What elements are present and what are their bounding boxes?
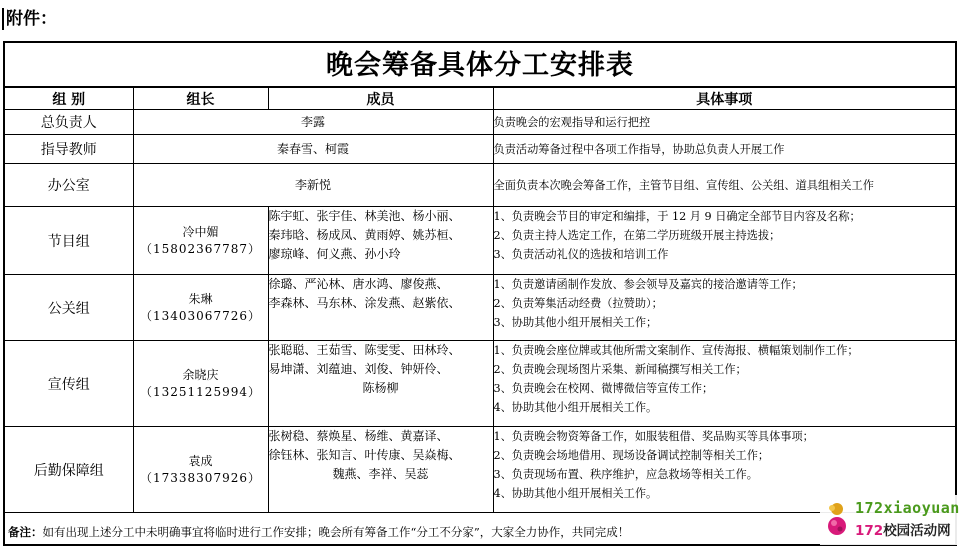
group-cell: 指导教师	[5, 135, 133, 164]
site-watermark	[820, 495, 961, 545]
members-cell	[268, 275, 493, 341]
members-line: 徐璐、严沁林、唐水鸿、廖俊燕、	[268, 277, 449, 291]
duty-line: 4、协助其他小组开展相关工作。	[493, 487, 658, 500]
duty-line: 3、负责晚会在校网、微博微信等宣传工作；	[493, 382, 714, 395]
members-line: 徐钰林、张知言、叶传康、吴焱梅、	[268, 448, 461, 462]
table-row	[5, 275, 955, 341]
table-row	[5, 110, 955, 135]
watermark-number: 172	[855, 523, 884, 539]
duty-line: 1、负责邀请函制作发放、参会领导及嘉宾的接洽邀请等工作；	[493, 278, 803, 291]
duty-line: 负责活动筹备过程中各项工作指导，协助总负责人开展工作	[493, 135, 955, 164]
watermark-site-text: 校园活动网	[883, 523, 951, 539]
schedule-sheet	[3, 41, 957, 546]
leader-cell	[133, 275, 268, 341]
table-row	[5, 164, 955, 207]
members-line: 易坤潇、刘蕴迪、刘俊、钟妍伶、	[268, 362, 449, 376]
watermark-logo-icon	[824, 501, 850, 539]
members-line: 陈宇虹、张宇佳、林美池、杨小丽、	[268, 209, 461, 223]
table-row	[5, 341, 955, 427]
leader-phone: （13403067726）	[140, 308, 261, 323]
footnote	[5, 521, 955, 544]
leader-name: 余晓庆	[182, 367, 219, 382]
members-line: 魏燕、李祥、吴蕊	[332, 467, 429, 481]
members-line: 张树稳、蔡焕星、杨维、黄嘉译、	[268, 429, 449, 443]
duty-line: 3、协助其他小组开展相关工作；	[493, 316, 658, 329]
leader-phone: （17338307926）	[140, 470, 261, 485]
page-title: 晚会筹备具体分工安排表	[5, 43, 955, 88]
table-row	[5, 135, 955, 164]
members-line: 陈杨柳	[362, 381, 399, 395]
members-line: 廖琼峰、何义燕、孙小玲	[268, 247, 401, 261]
leader-name: 袁成	[188, 453, 213, 468]
leader-members-cell: 秦春雪、柯霞	[133, 135, 493, 164]
duty-line: 2、负责主持人选定工作，在第二学历班级开展主持选拔；	[493, 229, 781, 242]
header-members: 成员	[268, 88, 493, 110]
footnote-label: 备注：	[8, 525, 43, 539]
members-cell	[268, 427, 493, 513]
leader-name: 朱琳	[188, 291, 213, 306]
duty-line: 1、负责晚会座位牌或其他所需文案制作、宣传海报、横幅策划制作工作；	[493, 344, 859, 357]
duty-line: 2、负责晚会场地借用、现场设备调试控制等相关工作；	[493, 449, 770, 462]
leader-cell	[133, 427, 268, 513]
group-cell: 公关组	[5, 275, 133, 341]
leader-cell	[133, 341, 268, 427]
group-cell: 节目组	[5, 207, 133, 275]
duty-line: 3、负责活动礼仪的选拔和培训工作	[493, 248, 669, 261]
table-row	[5, 207, 955, 275]
members-cell	[268, 341, 493, 427]
header-group: 组 别	[5, 88, 133, 110]
duties-cell	[493, 207, 955, 275]
footnote-text: 如有出现上述分工中未明确事宜将临时进行工作安排；晚会所有筹备工作“分工不分家”，大家全力协作，共同完成！	[42, 525, 630, 539]
duties-cell	[493, 275, 955, 341]
leader-name: 冷中媚	[182, 224, 219, 239]
assignment-table	[5, 88, 955, 513]
leader-cell	[133, 207, 268, 275]
duty-line: 1、负责晚会物资筹备工作，如服装租借、奖品购买等具体事项；	[493, 430, 814, 443]
leader-phone: （13251125994）	[140, 384, 261, 399]
members-cell	[268, 207, 493, 275]
leader-members-cell: 李露	[133, 110, 493, 135]
table-row	[5, 427, 955, 513]
leader-phone: （15802367787）	[140, 241, 261, 256]
members-line: 李森林、马东林、涂发燕、赵紫依、	[268, 296, 461, 310]
group-cell: 办公室	[5, 164, 133, 207]
group-cell: 总负责人	[5, 110, 133, 135]
duties-cell	[493, 341, 955, 427]
watermark-site-name	[855, 519, 951, 539]
duty-line: 2、负责筹集活动经费（拉赞助）；	[493, 297, 663, 310]
attachment-label: 附件：	[2, 8, 57, 30]
members-line: 张聪聪、王茹雪、陈雯雯、田林玲、	[268, 343, 461, 357]
group-cell: 宣传组	[5, 341, 133, 427]
watermark-domain: 172xiaoyuan	[855, 499, 960, 517]
duty-line: 1、负责晚会节目的审定和编排，于 12 月 9 日确定全部节目内容及名称；	[493, 210, 861, 223]
group-cell: 后勤保障组	[5, 427, 133, 513]
table-header-row	[5, 88, 955, 110]
members-line: 秦玮晗、杨成凤、黄雨婷、姚苏桓、	[268, 228, 461, 242]
header-leader: 组长	[133, 88, 268, 110]
duty-line: 3、负责现场布置、秩序维护，应急救场等相关工作。	[493, 468, 758, 481]
header-duties: 具体事项	[493, 88, 955, 110]
duty-line: 2、负责晚会现场图片采集、新闻稿撰写相关工作；	[493, 363, 747, 376]
duty-line: 全面负责本次晚会筹备工作，主管节目组、宣传组、公关组、道具组相关工作	[493, 164, 955, 207]
leader-members-cell: 李新悦	[133, 164, 493, 207]
duty-line: 负责晚会的宏观指导和运行把控	[493, 110, 955, 135]
duty-line: 4、协助其他小组开展相关工作。	[493, 401, 658, 414]
